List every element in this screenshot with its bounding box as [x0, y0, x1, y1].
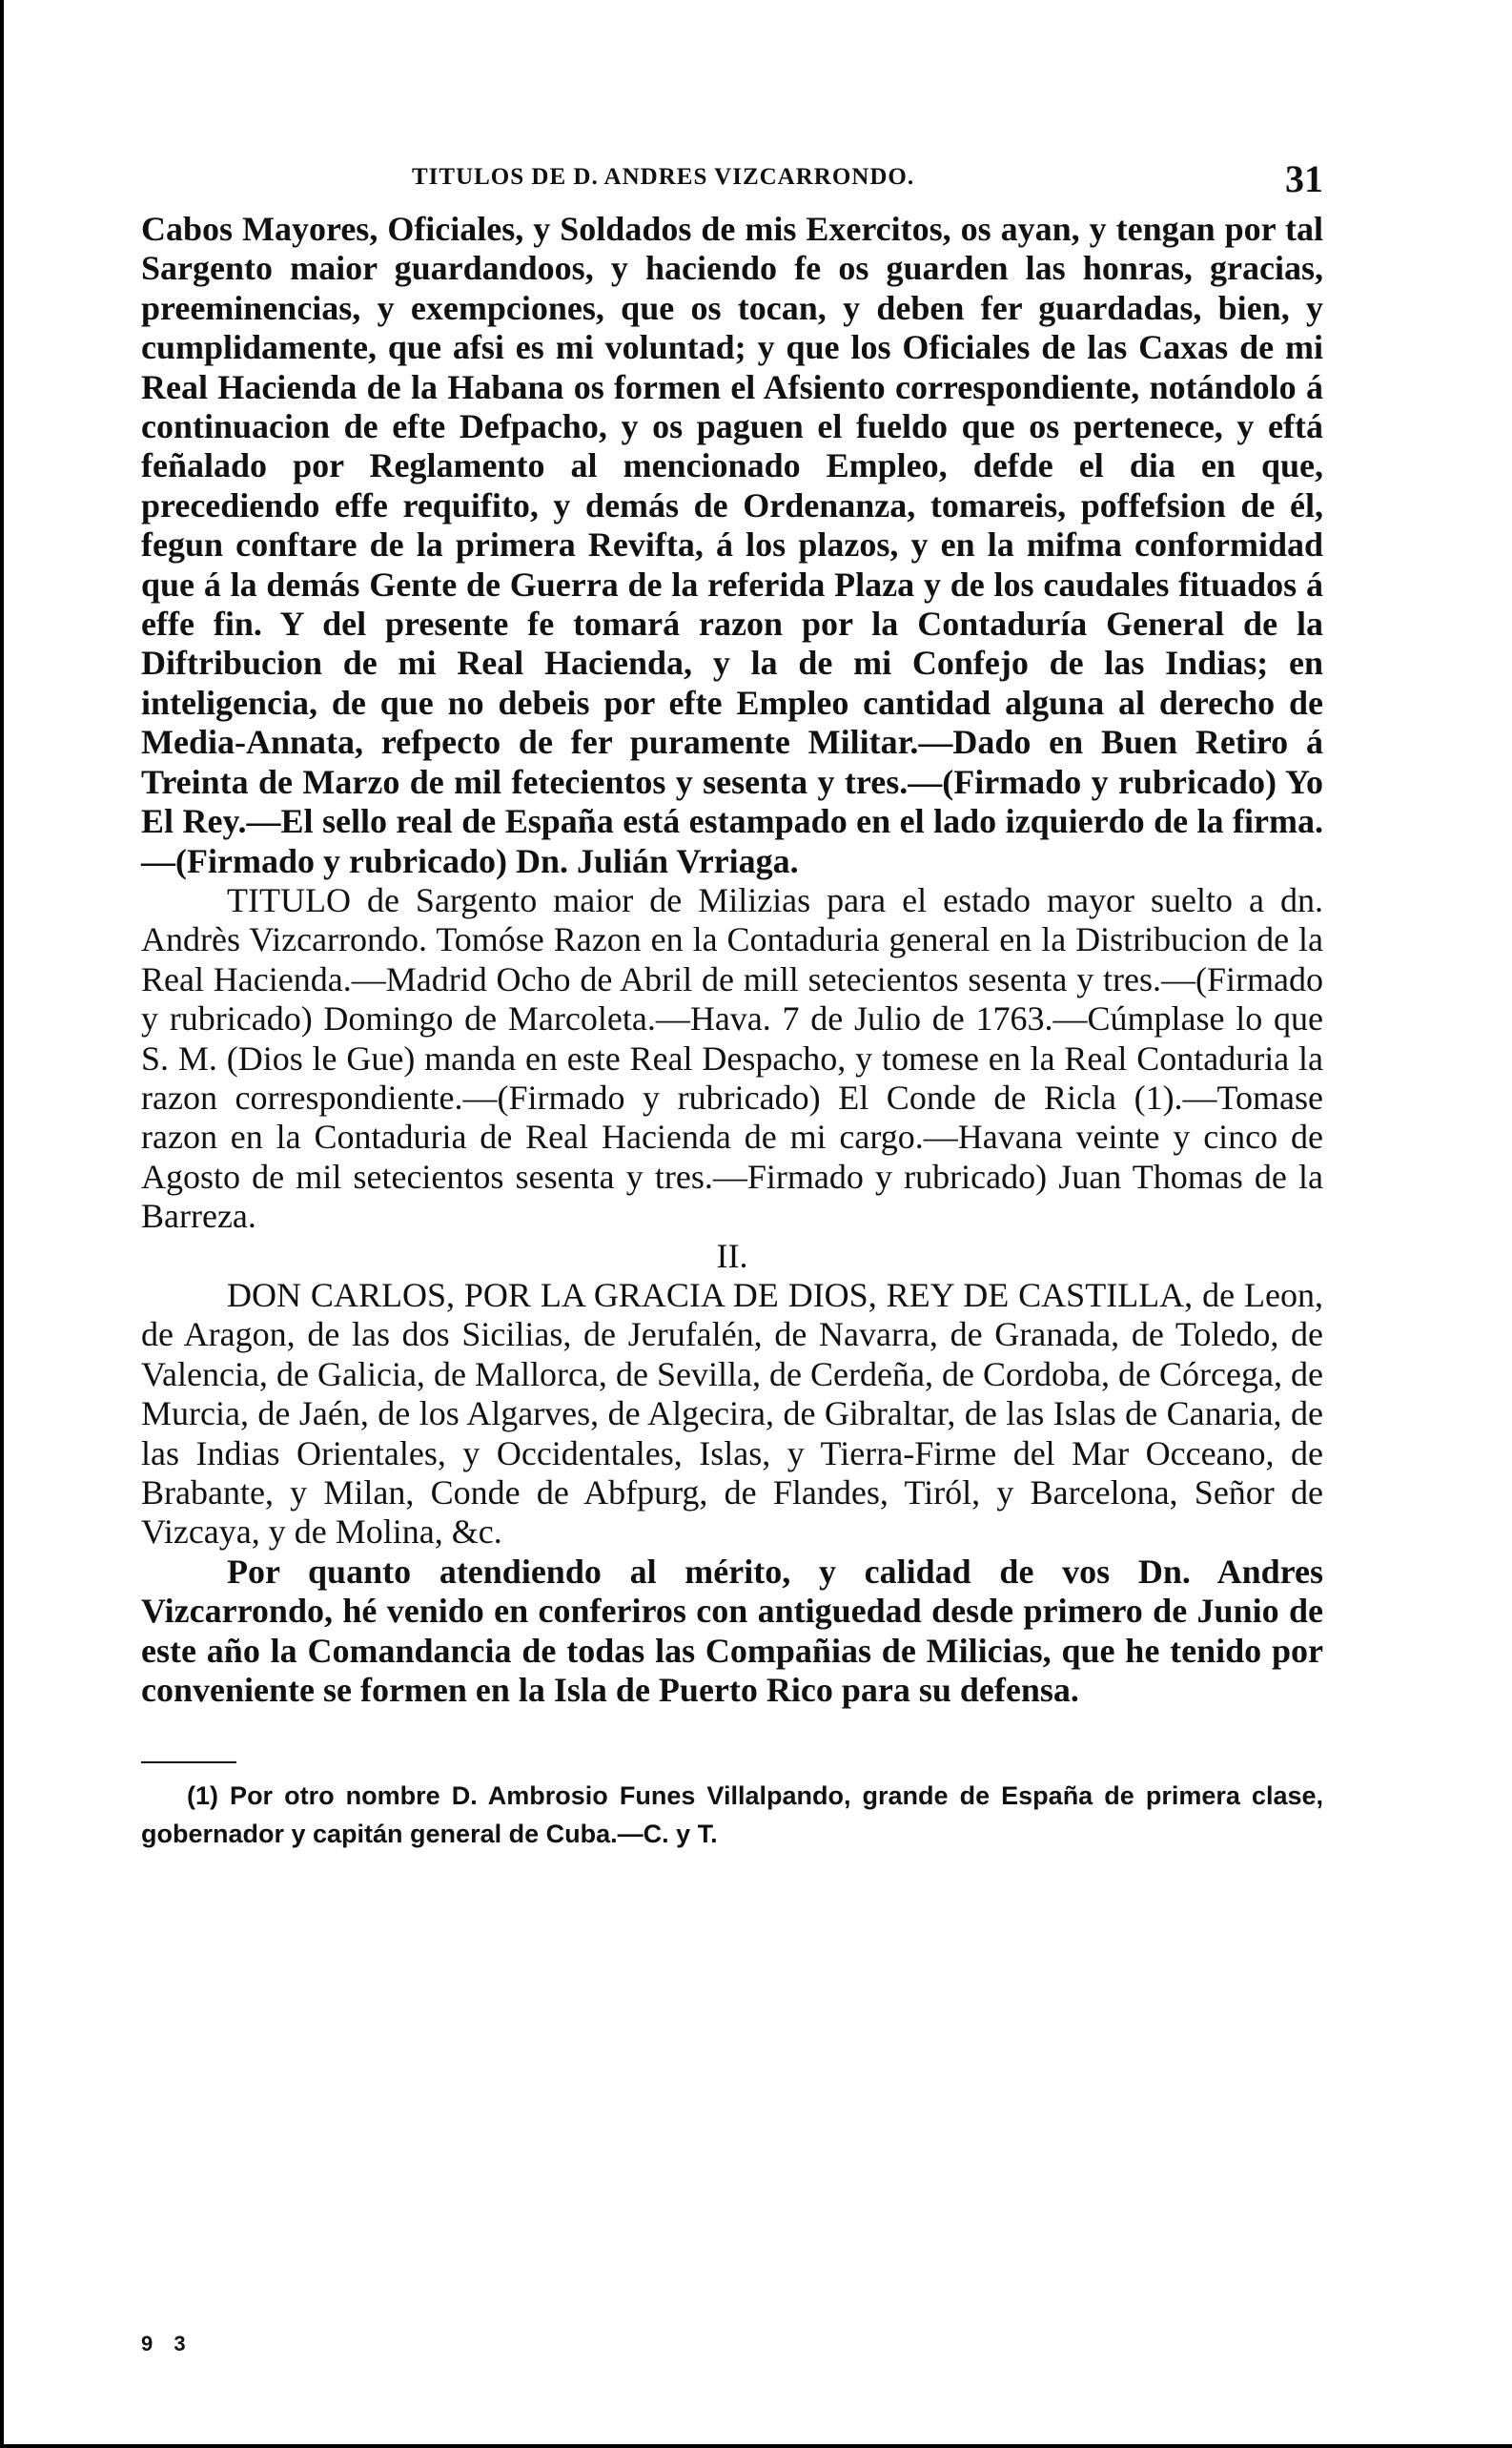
paragraph-titulo-sargento: TITULO de Sargento maior de Milizias para el estado mayor suelto a dn. Andrès Vizcarrondo. Tomóse Razon en la Contaduria general en la Distribucion de la Real Hacienda.—Madrid Ocho de Abril de mill setecientos sesenta y tres.—(Firmado y rubricado) Domingo de Marcoleta.—Hava. 7 de Julio de 1763.—Cúmplase lo que S. M. (Dios le Gue) manda en este Real Despacho, y tomese en la Real Contaduria la razon correspondiente.—(Firmado y rubricado) El Conde de Ricla (1).—Tomase razon en la Contaduria de Real Hacienda de mi cargo.—Havana veinte y cinco de Agosto de mil setecientos sesenta y tres.—Firmado y rubricado) Juan Thomas de la Barreza.	[141, 880, 1323, 1236]
paragraph-cabos-mayores: Cabos Mayores, Oficiales, y Soldados de mis Exercitos, os ayan, y tengan por tal Sargento maior guardandoos, y haciendo fe os guarden las honras, gracias, preeminencias, y exempciones, que os tocan, y deben fer guardadas, bien, y cumplidamente, que afsi es mi voluntad; y que los Oficiales de las Caxas de mi Real Hacienda de la Habana os formen el Afsiento correspondiente, notándolo á continuacion de efte Defpacho, y os paguen el fueldo que os pertenece, y eftá feñalado por Reglamento al mencionado Empleo, defde el dia en que, precediendo effe requifito, y demás de Ordenanza, tomareis, poffefsion de él, fegun conftare de la primera Revifta, á los plazos, y en la mifma conformidad que á la demás Gente de Guerra de la referida Plaza y de los caudales fituados á effe fin. Y del presente fe tomará razon por la Contaduría General de la Diftribucion de mi Real Hacienda, y la de mi Confejo de las Indias; en inteligencia, de que no debeis por efte Empleo cantidad alguna al derecho de Media-Annata, refpecto de fer puramente Militar.—Dado en Buen Retiro á Treinta de Marzo de mil fetecientos y sesenta y tres.—(Firmado y rubricado) Yo El Rey.—El sello real de España está estampado en el lado izquierdo de la firma.—(Firmado y rubricado) Dn. Julián Vrriaga.	[141, 210, 1323, 880]
section-number: II.	[716, 1236, 748, 1275]
running-head	[141, 143, 1323, 210]
running-title: TITULOS DE D. ANDRES VIZCARRONDO.	[412, 164, 915, 190]
body-text	[141, 210, 1323, 1710]
printer-signature-mark: 9 3	[141, 2332, 194, 2355]
scan-border-left	[0, 0, 4, 2448]
document-page	[141, 143, 1323, 1853]
footnote-rule	[141, 1761, 236, 1763]
paragraph-don-carlos: DON CARLOS, POR LA GRACIA DE DIOS, REY DE CASTILLA, de Leon, de Aragon, de las dos Sicilias, de Jerufalén, de Navarra, de Granada, de Toledo, de Valencia, de Galicia, de Mallorca, de Sevilla, de Cerdeña, de Cordoba, de Córcega, de Murcia, de Jaén, de los Algarves, de Algecira, de Gibraltar, de las Islas de Canaria, de las Indias Orientales, y Occidentales, Islas, y Tierra-Firme del Mar Occeano, de Brabante, y Milan, Conde de Abfpurg, de Flandes, Tiról, y Barcelona, Señor de Vizcaya, y de Molina, &c.	[141, 1275, 1323, 1552]
page-number: 31	[1285, 157, 1323, 200]
paragraph-por-quanto: Por quanto atendiendo al mérito, y calidad de vos Dn. Andres Vizcarrondo, hé venido en conferiros con antiguedad desde primero de Junio de este año la Comandancia de todas las Compañias de Milicias, que he tenido por conveniente se formen en la Isla de Puerto Rico para su defensa.	[141, 1552, 1323, 1710]
scan-border-bottom	[0, 2444, 1512, 2448]
footnote: (1) Por otro nombre D. Ambrosio Funes Villalpando, grande de España de primera clase, gobernador y capitán general de Cuba.—C. y T.	[141, 1781, 1323, 1849]
